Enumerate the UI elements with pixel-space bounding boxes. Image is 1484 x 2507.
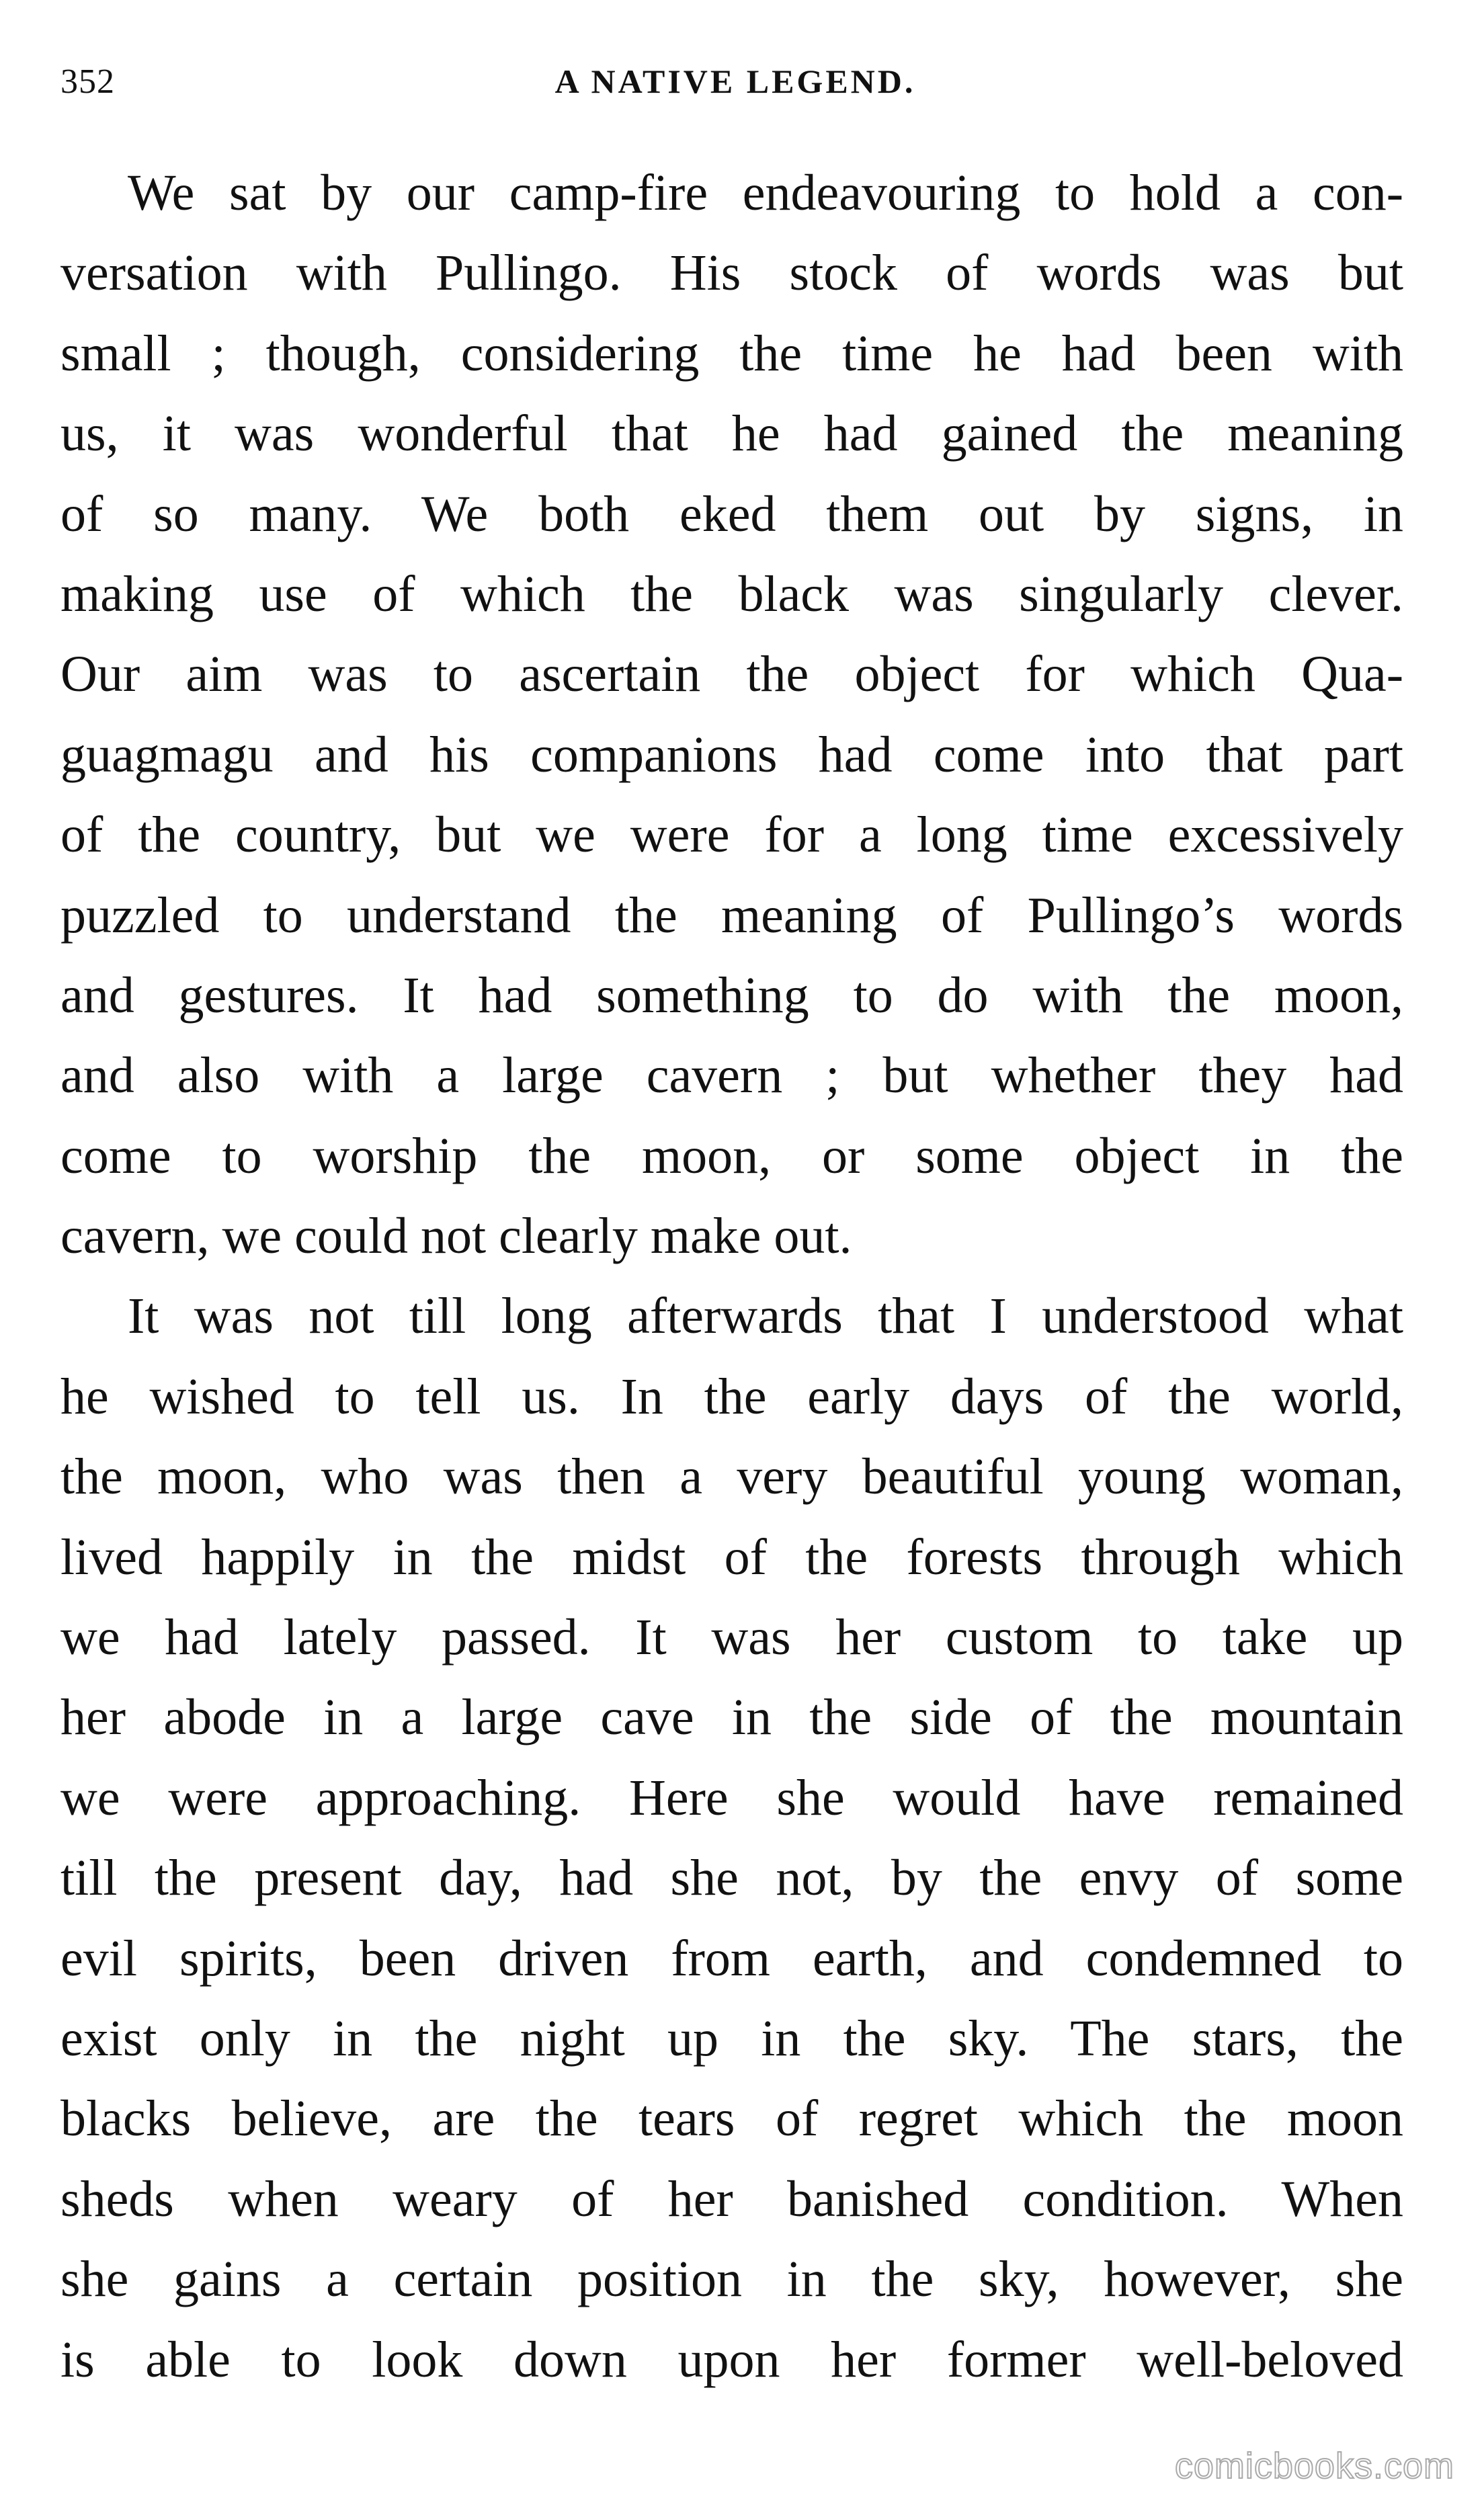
text-line: her abode in a large cave in the side of the mountain (60, 1689, 1403, 1746)
text-line: and gestures. It had something to do with the moon, (60, 967, 1403, 1024)
text-line: of so many. We both eked them out by signs, in (60, 485, 1403, 542)
text-line: puzzled to understand the meaning of Pullingo’s words (60, 887, 1403, 944)
text-line: guagmagu and his companions had come into that part (60, 726, 1403, 783)
text-line: exist only in the night up in the sky. The stars, the (60, 2010, 1403, 2067)
text-line: he wished to tell us. In the early days of the world, (60, 1368, 1403, 1425)
text-line: of the country, but we were for a long time excessively (60, 807, 1403, 864)
text-line: blacks believe, are the tears of regret which the moon (60, 2090, 1403, 2147)
text-line: lived happily in the midst of the forests through which (60, 1528, 1403, 1586)
text-line: come to worship the moon, or some object in the (60, 1127, 1403, 1184)
text-line: us, it was wonderful that he had gained the meaning (60, 405, 1403, 462)
text-line: we were approaching. Here she would have remained (60, 1769, 1403, 1826)
body-text (60, 153, 1403, 2400)
text-line: We sat by our camp-fire endeavouring to hold a con- (128, 165, 1403, 221)
text-line: and also with a large cavern ; but whether they had (60, 1047, 1403, 1104)
watermark: comicbooks.com (1174, 2446, 1454, 2486)
text-line: small ; though, considering the time he had been with (60, 325, 1403, 382)
paragraph (60, 1276, 1403, 2399)
text-line: we had lately passed. It was her custom to take up (60, 1609, 1403, 1666)
page-number: 352 (60, 63, 115, 101)
text-line: cavern, we could not clearly make out. (60, 1208, 852, 1265)
text-line: It was not till long afterwards that I understood what (128, 1288, 1403, 1345)
text-line: sheds when weary of her banished condition. When (60, 2170, 1403, 2227)
text-line: Our aim was to ascertain the object for which Qua- (60, 646, 1403, 703)
text-line: making use of which the black was singularly clever. (60, 565, 1403, 622)
text-line: she gains a certain position in the sky, however, she (60, 2251, 1403, 2308)
text-line: versation with Pullingo. His stock of words was but (60, 245, 1403, 302)
paragraph (60, 153, 1403, 1276)
text-line: the moon, who was then a very beautiful young woman, (60, 1448, 1403, 1506)
running-head: A NATIVE LEGEND. (554, 63, 916, 100)
text-line: till the present day, had she not, by the envy of some (60, 1850, 1403, 1907)
text-line: is able to look down upon her former well-beloved (60, 2331, 1403, 2388)
text-line: evil spirits, been driven from earth, and condemned to (60, 1930, 1403, 1987)
page-header (60, 62, 1410, 116)
